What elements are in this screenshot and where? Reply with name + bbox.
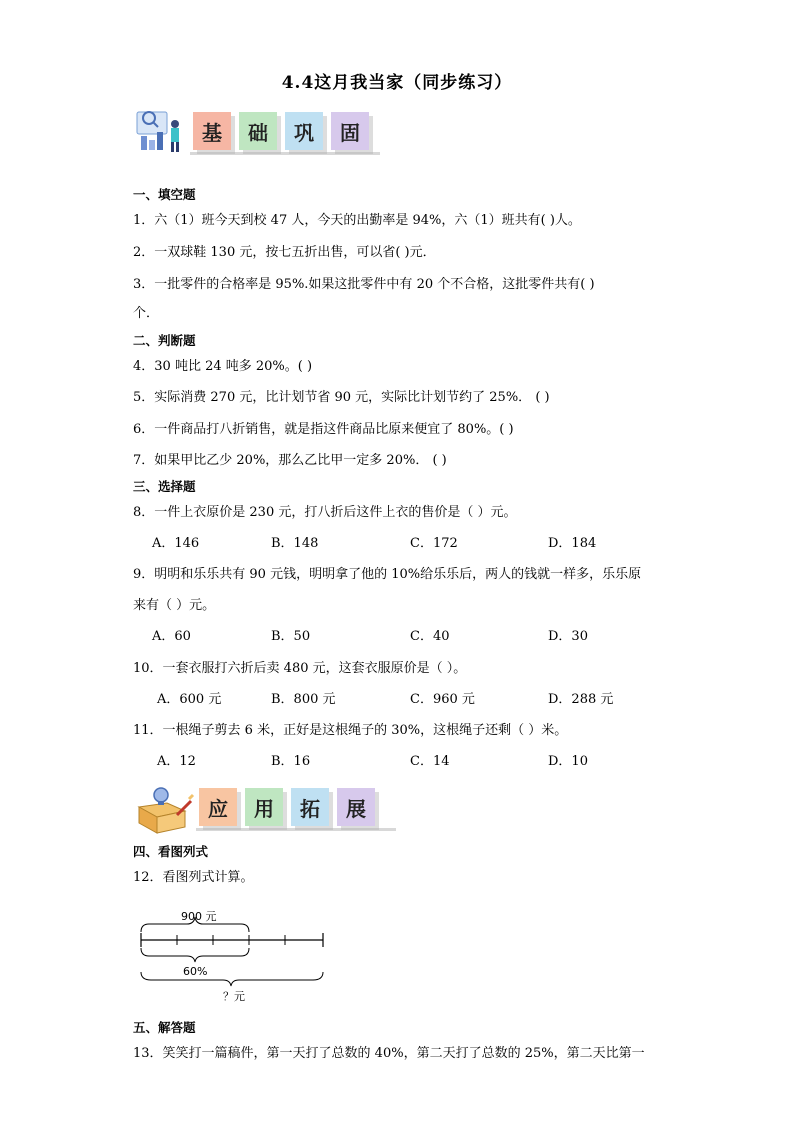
diagram-top-label: 900 元 xyxy=(181,910,217,923)
option-c: C．960 元 xyxy=(410,692,475,707)
option-a: A．600 元 xyxy=(157,692,222,707)
study-illustration-icon xyxy=(133,106,189,156)
banner-underline xyxy=(190,152,380,155)
question-10: 10．一套衣服打六折后卖 480 元，这套衣服原价是（ ）。 xyxy=(133,661,467,676)
question-3-continued: 个． xyxy=(133,306,160,321)
option-b: B．148 xyxy=(271,536,319,551)
question-5: 5．实际消费 270 元，比计划节省 90 元，实际比计划节约了 25%． ( ) xyxy=(133,390,550,405)
question-2: 2．一双球鞋 130 元，按七五折出售，可以省( )元． xyxy=(133,245,436,260)
banner-tile: 展 xyxy=(337,788,375,826)
section-heading: 三、选择题 xyxy=(133,479,196,494)
section-heading: 四、看图列式 xyxy=(133,844,209,859)
option-b: B．16 xyxy=(271,754,311,769)
lightbulb-box-icon xyxy=(133,785,195,835)
option-c: C．14 xyxy=(410,754,450,769)
option-c: C．172 xyxy=(410,536,458,551)
diagram-question-label: ？元 xyxy=(223,990,245,1003)
banner-extend xyxy=(199,788,383,826)
question-4: 4．30 吨比 24 吨多 20%。( ) xyxy=(133,359,313,374)
option-c: C．40 xyxy=(410,629,450,644)
page-title: 4.4这月我当家（同步练习） xyxy=(281,73,513,93)
question-13: 13．笑笑打一篇稿件，第一天打了总数的 40%，第二天打了总数的 25%，第二天比第一 xyxy=(133,1046,645,1061)
option-a: A．60 xyxy=(152,629,191,644)
banner-tile: 础 xyxy=(239,112,277,150)
option-b: B．50 xyxy=(271,629,311,644)
question-3: 3．一批零件的合格率是 95%.如果这批零件中有 20 个不合格，这批零件共有( ) xyxy=(133,277,595,292)
section-heading: 五、解答题 xyxy=(133,1020,196,1035)
question-11: 11．一根绳子剪去 6 米，正好是这根绳子的 30%，这根绳子还剩（ ）米。 xyxy=(133,723,568,738)
banner-tile: 用 xyxy=(245,788,283,826)
option-d: D．10 xyxy=(548,754,588,769)
banner-tile: 拓 xyxy=(291,788,329,826)
option-d: D．288 元 xyxy=(548,692,614,707)
section-heading: 二、判断题 xyxy=(133,333,196,348)
option-d: D．30 xyxy=(548,629,588,644)
banner-underline xyxy=(196,828,396,831)
option-b: B．800 元 xyxy=(271,692,336,707)
question-7: 7．如果甲比乙少 20%，那么乙比甲一定多 20%． ( ) xyxy=(133,453,447,468)
section-heading: 一、填空题 xyxy=(133,187,196,202)
option-d: D．184 xyxy=(548,536,597,551)
question-12: 12．看图列式计算。 xyxy=(133,870,254,885)
question-9-continued: 来有（ ）元。 xyxy=(133,598,216,613)
question-8: 8．一件上衣原价是 230 元，打八折后这件上衣的售价是（ ）元。 xyxy=(133,505,517,520)
question-6: 6．一件商品打八折销售，就是指这件商品比原来便宜了 80%。( ) xyxy=(133,422,514,437)
option-a: A．146 xyxy=(152,536,200,551)
question-9: 9．明明和乐乐共有 90 元钱，明明拿了他的 10%给乐乐后，两人的钱就一样多，乐乐原 xyxy=(133,567,642,582)
diagram-percent-label: 60% xyxy=(183,965,208,978)
banner-basic xyxy=(193,112,377,150)
banner-tile: 固 xyxy=(331,112,369,150)
banner-tile: 应 xyxy=(199,788,237,826)
segment-diagram xyxy=(135,900,335,1005)
question-1: 1．六（1）班今天到校 47 人，今天的出勤率是 94%，六（1）班共有( )人。 xyxy=(133,213,581,228)
banner-tile: 巩 xyxy=(285,112,323,150)
banner-tile: 基 xyxy=(193,112,231,150)
option-a: A．12 xyxy=(157,754,196,769)
